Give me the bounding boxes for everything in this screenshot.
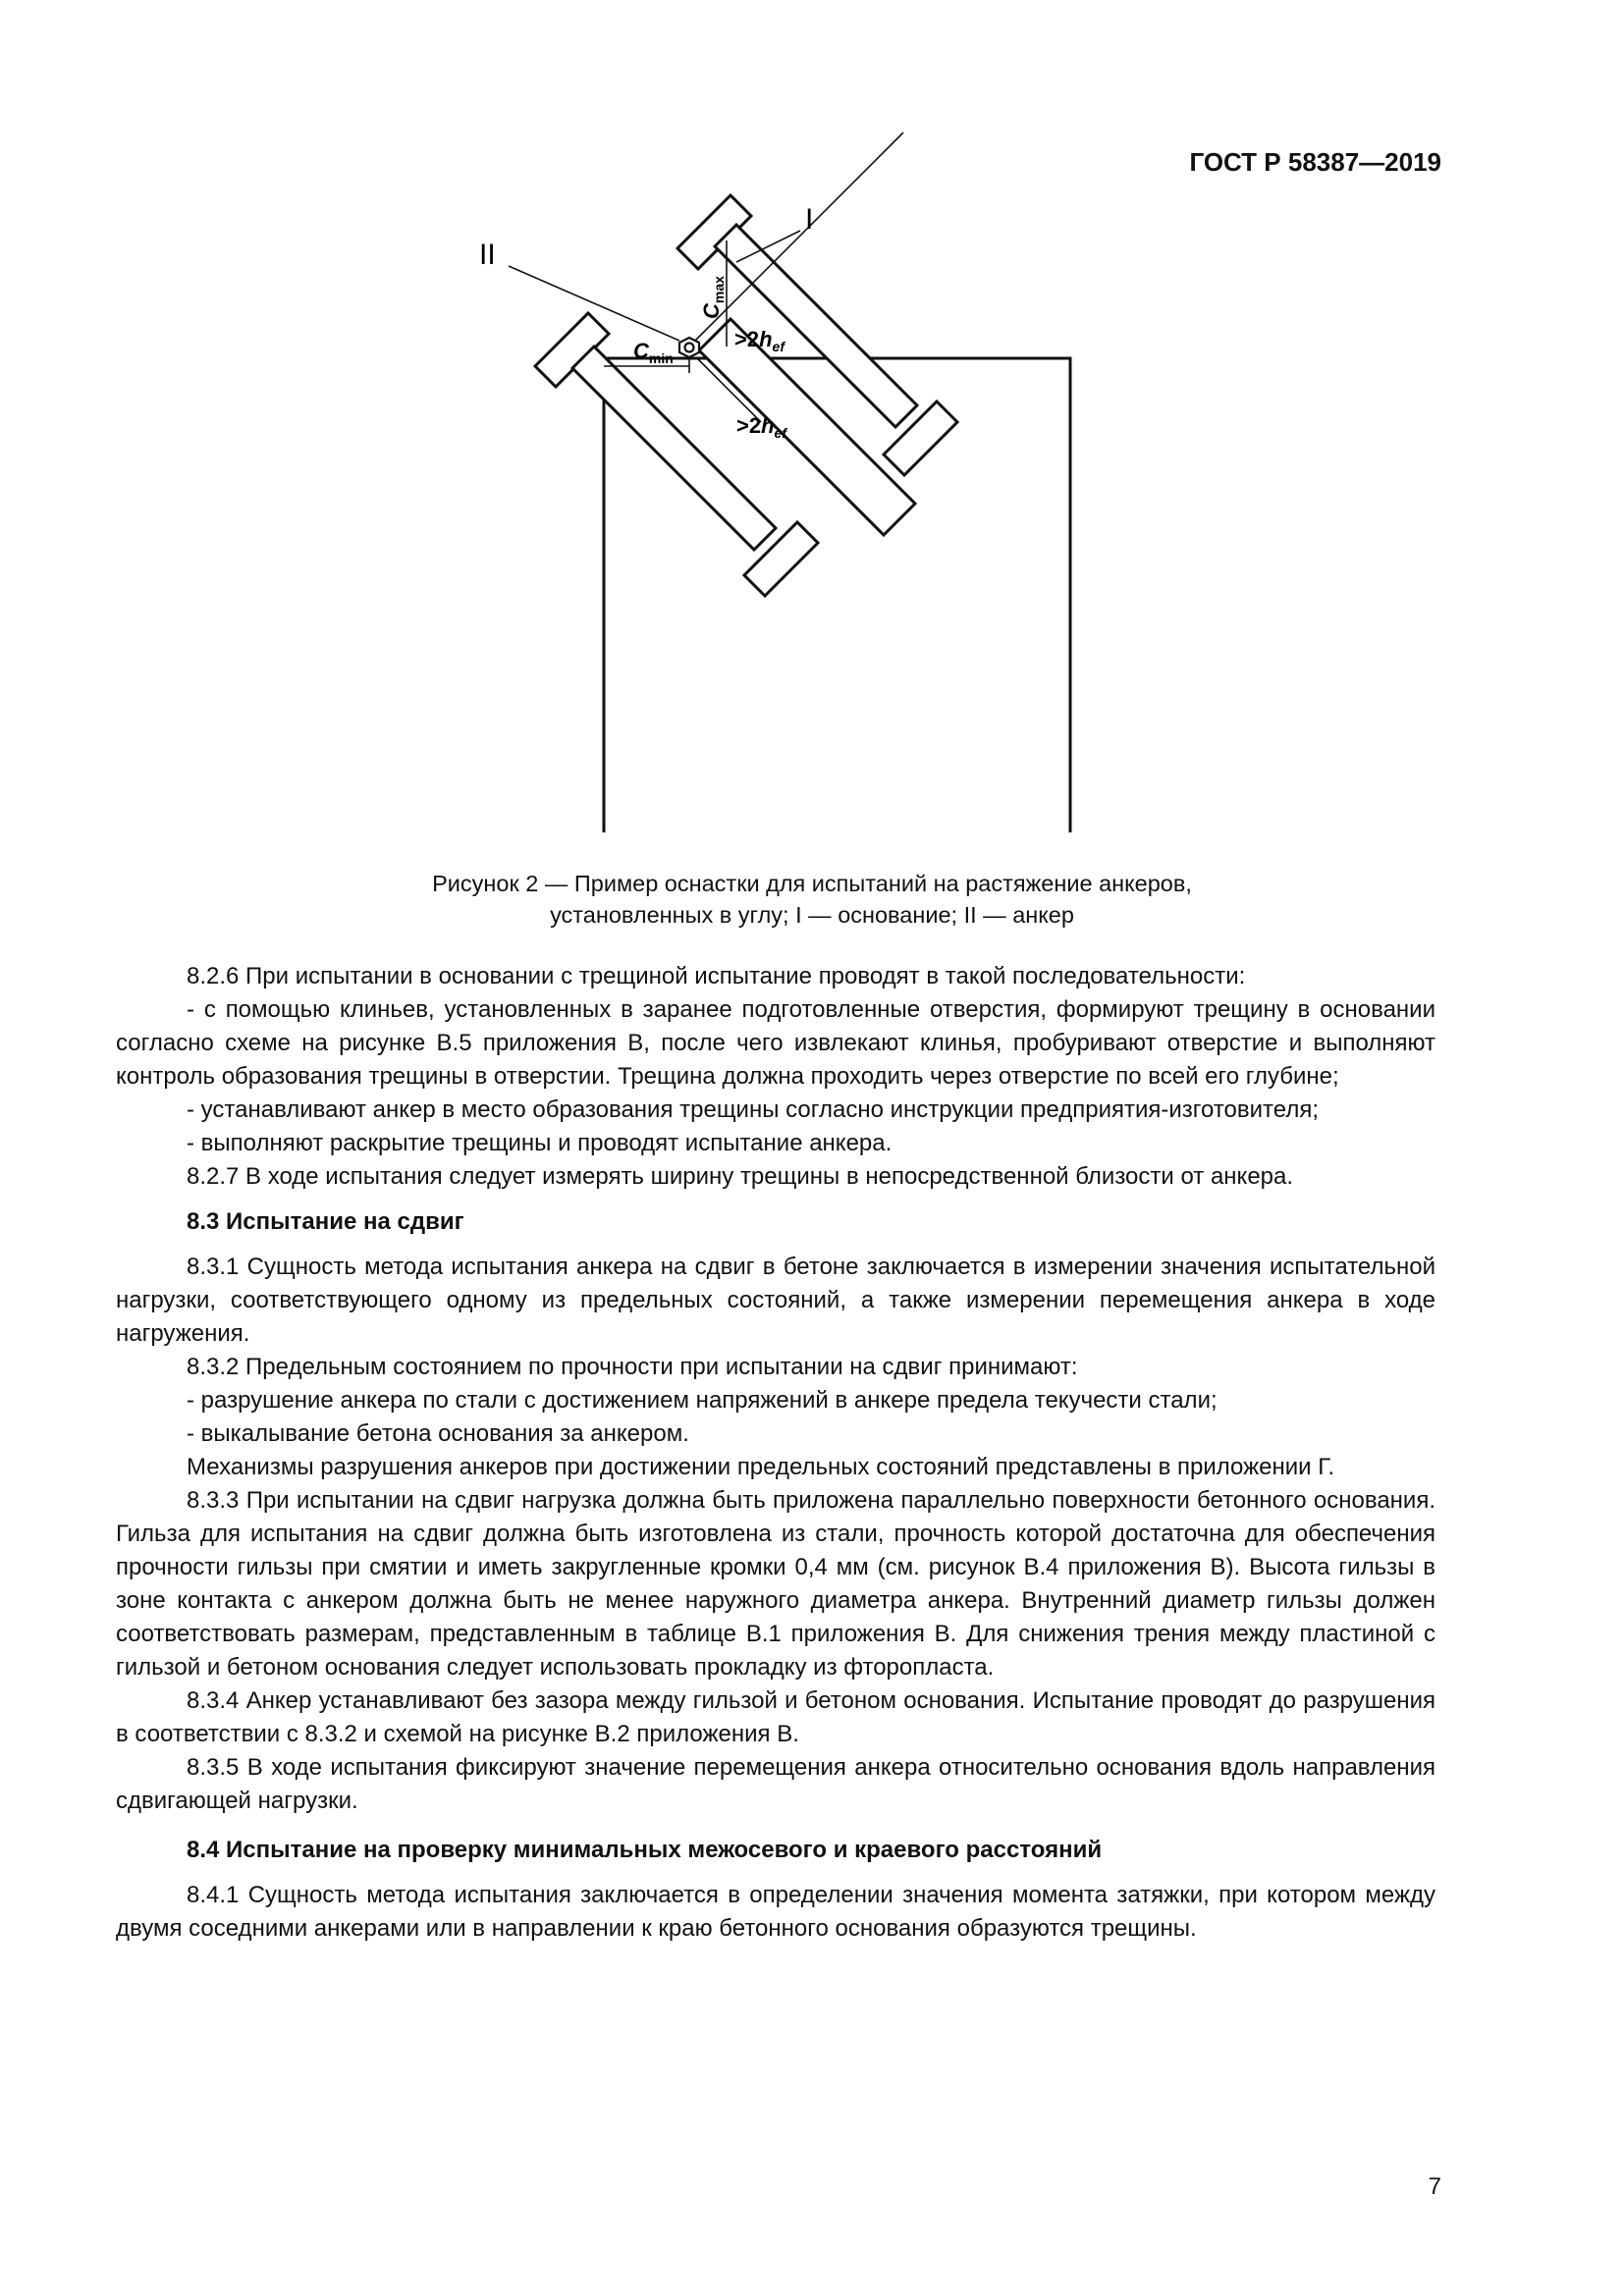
figure-caption	[0, 868, 1624, 931]
page-number: 7	[1428, 2173, 1441, 2200]
dist1-h: h	[759, 327, 773, 351]
paragraph-8-2-7: 8.2.7 В ходе испытания следует измерять ширину трещины в непосредственной близости от анкера.	[187, 1163, 1294, 1190]
paragraph-8-2-6: 8.2.6 При испытании в основании с трещиной испытание проводят в такой последовательности:	[187, 963, 1246, 989]
section-heading-8-4: 8.4 Испытание на проверку минимальных межосевого и краевого расстояний	[187, 1837, 1103, 1863]
paragraph-8-3-3: 8.3.3 При испытании на сдвиг нагрузка должна быть приложена параллельно поверхности бетонного основания. Гильза для испытания на сдвиг должна быть изготовлена из стали, прочность которой достаточна для обеспечения прочности гильзы при смятии и иметь закругленные кромки 0,4 мм (см. рисунок В.4 приложения В). Высота гильзы в зоне контакта с анкером должна быть не менее наружного диаметра анкера. Внутренний диаметр гильзы должен соответствовать размерам, представленным в таблице В.1 приложения В. Для снижения трения между пластиной с гильзой и бетоном основания следует использовать прокладку из фторопласта.	[116, 1487, 1435, 1681]
paragraph-8-3-2-a: - разрушение анкера по стали с достижением напряжений в анкере предела текучести стали;	[187, 1387, 1218, 1414]
label-anchor: II	[479, 239, 496, 271]
dist2-sub: ef	[774, 425, 786, 441]
paragraph-8-2-6-b: - устанавливают анкер в место образования трещины согласно инструкции предприятия-изготовителя;	[187, 1096, 1319, 1123]
cmin-main: C	[633, 339, 649, 363]
figure-2	[461, 203, 1090, 864]
cmin-sub: min	[648, 350, 674, 366]
section-heading-8-3: 8.3 Испытание на сдвиг	[187, 1208, 464, 1235]
paragraph-8-3-4: 8.3.4 Анкер устанавливают без зазора между гильзой и бетоном основания. Испытание проводят до разрушения в соответствии с 8.3.2 и схемой на рисунке В.2 приложения В.	[116, 1687, 1435, 1747]
dist1-prefix: >2	[734, 327, 760, 351]
paragraph-8-3-2-c: Механизмы разрушения анкеров при достижении предельных состояний представлены в приложении Г.	[187, 1454, 1334, 1480]
label-base: I	[805, 203, 814, 236]
paragraph-8-3-2-b: - выкалывание бетона основания за анкером.	[187, 1420, 689, 1447]
dist1-sub: ef	[772, 339, 785, 354]
paragraph-8-3-2: 8.3.2 Предельным состоянием по прочности при испытании на сдвиг принимают:	[187, 1354, 1078, 1380]
dist2-h: h	[761, 413, 775, 438]
anchor-nut	[679, 338, 699, 357]
cmax-main: C	[699, 303, 724, 319]
paragraph-8-3-1: 8.3.1 Сущность метода испытания анкера на сдвиг в бетоне заключается в измерении значения испытательной нагрузки, соответствующего одному из предельных состояний, а также измерении перемещения анкера в ходе нагружения.	[116, 1254, 1435, 1347]
paragraph-8-3-5: 8.3.5 В ходе испытания фиксируют значение перемещения анкера относительно основания вдоль направления сдвигающей нагрузки.	[116, 1754, 1435, 1814]
dist2-prefix: >2	[736, 413, 762, 438]
paragraph-8-2-6-a: - с помощью клиньев, установленных в заранее подготовленные отверстия, формируют трещину в основании согласно схеме на рисунке В.5 приложения В, после чего извлекают клинья, пробуривают отверстие и выполняют контроль образования трещины в отверстии. Трещина должна проходить через отверстие по всей его глубине;	[116, 996, 1435, 1090]
paragraph-8-4-1: 8.4.1 Сущность метода испытания заключается в определении значения момента затяжки, при котором между двумя соседними анкерами или в направлении к краю бетонного основания образуются трещины.	[116, 1882, 1435, 1942]
test-rig-diagram	[461, 203, 1090, 859]
cmax-sub: max	[711, 276, 727, 304]
paragraph-8-2-6-c: - выполняют раскрытие трещины и проводят испытание анкера.	[187, 1130, 893, 1156]
caption-line-1: Рисунок 2 — Пример оснастки для испытаний на растяжение анкеров,	[432, 871, 1192, 896]
body-text	[116, 960, 1435, 1946]
standard-header: ГОСТ Р 58387—2019	[1189, 147, 1441, 177]
caption-line-2: установленных в углу; I — основание; II — анкер	[550, 902, 1074, 928]
